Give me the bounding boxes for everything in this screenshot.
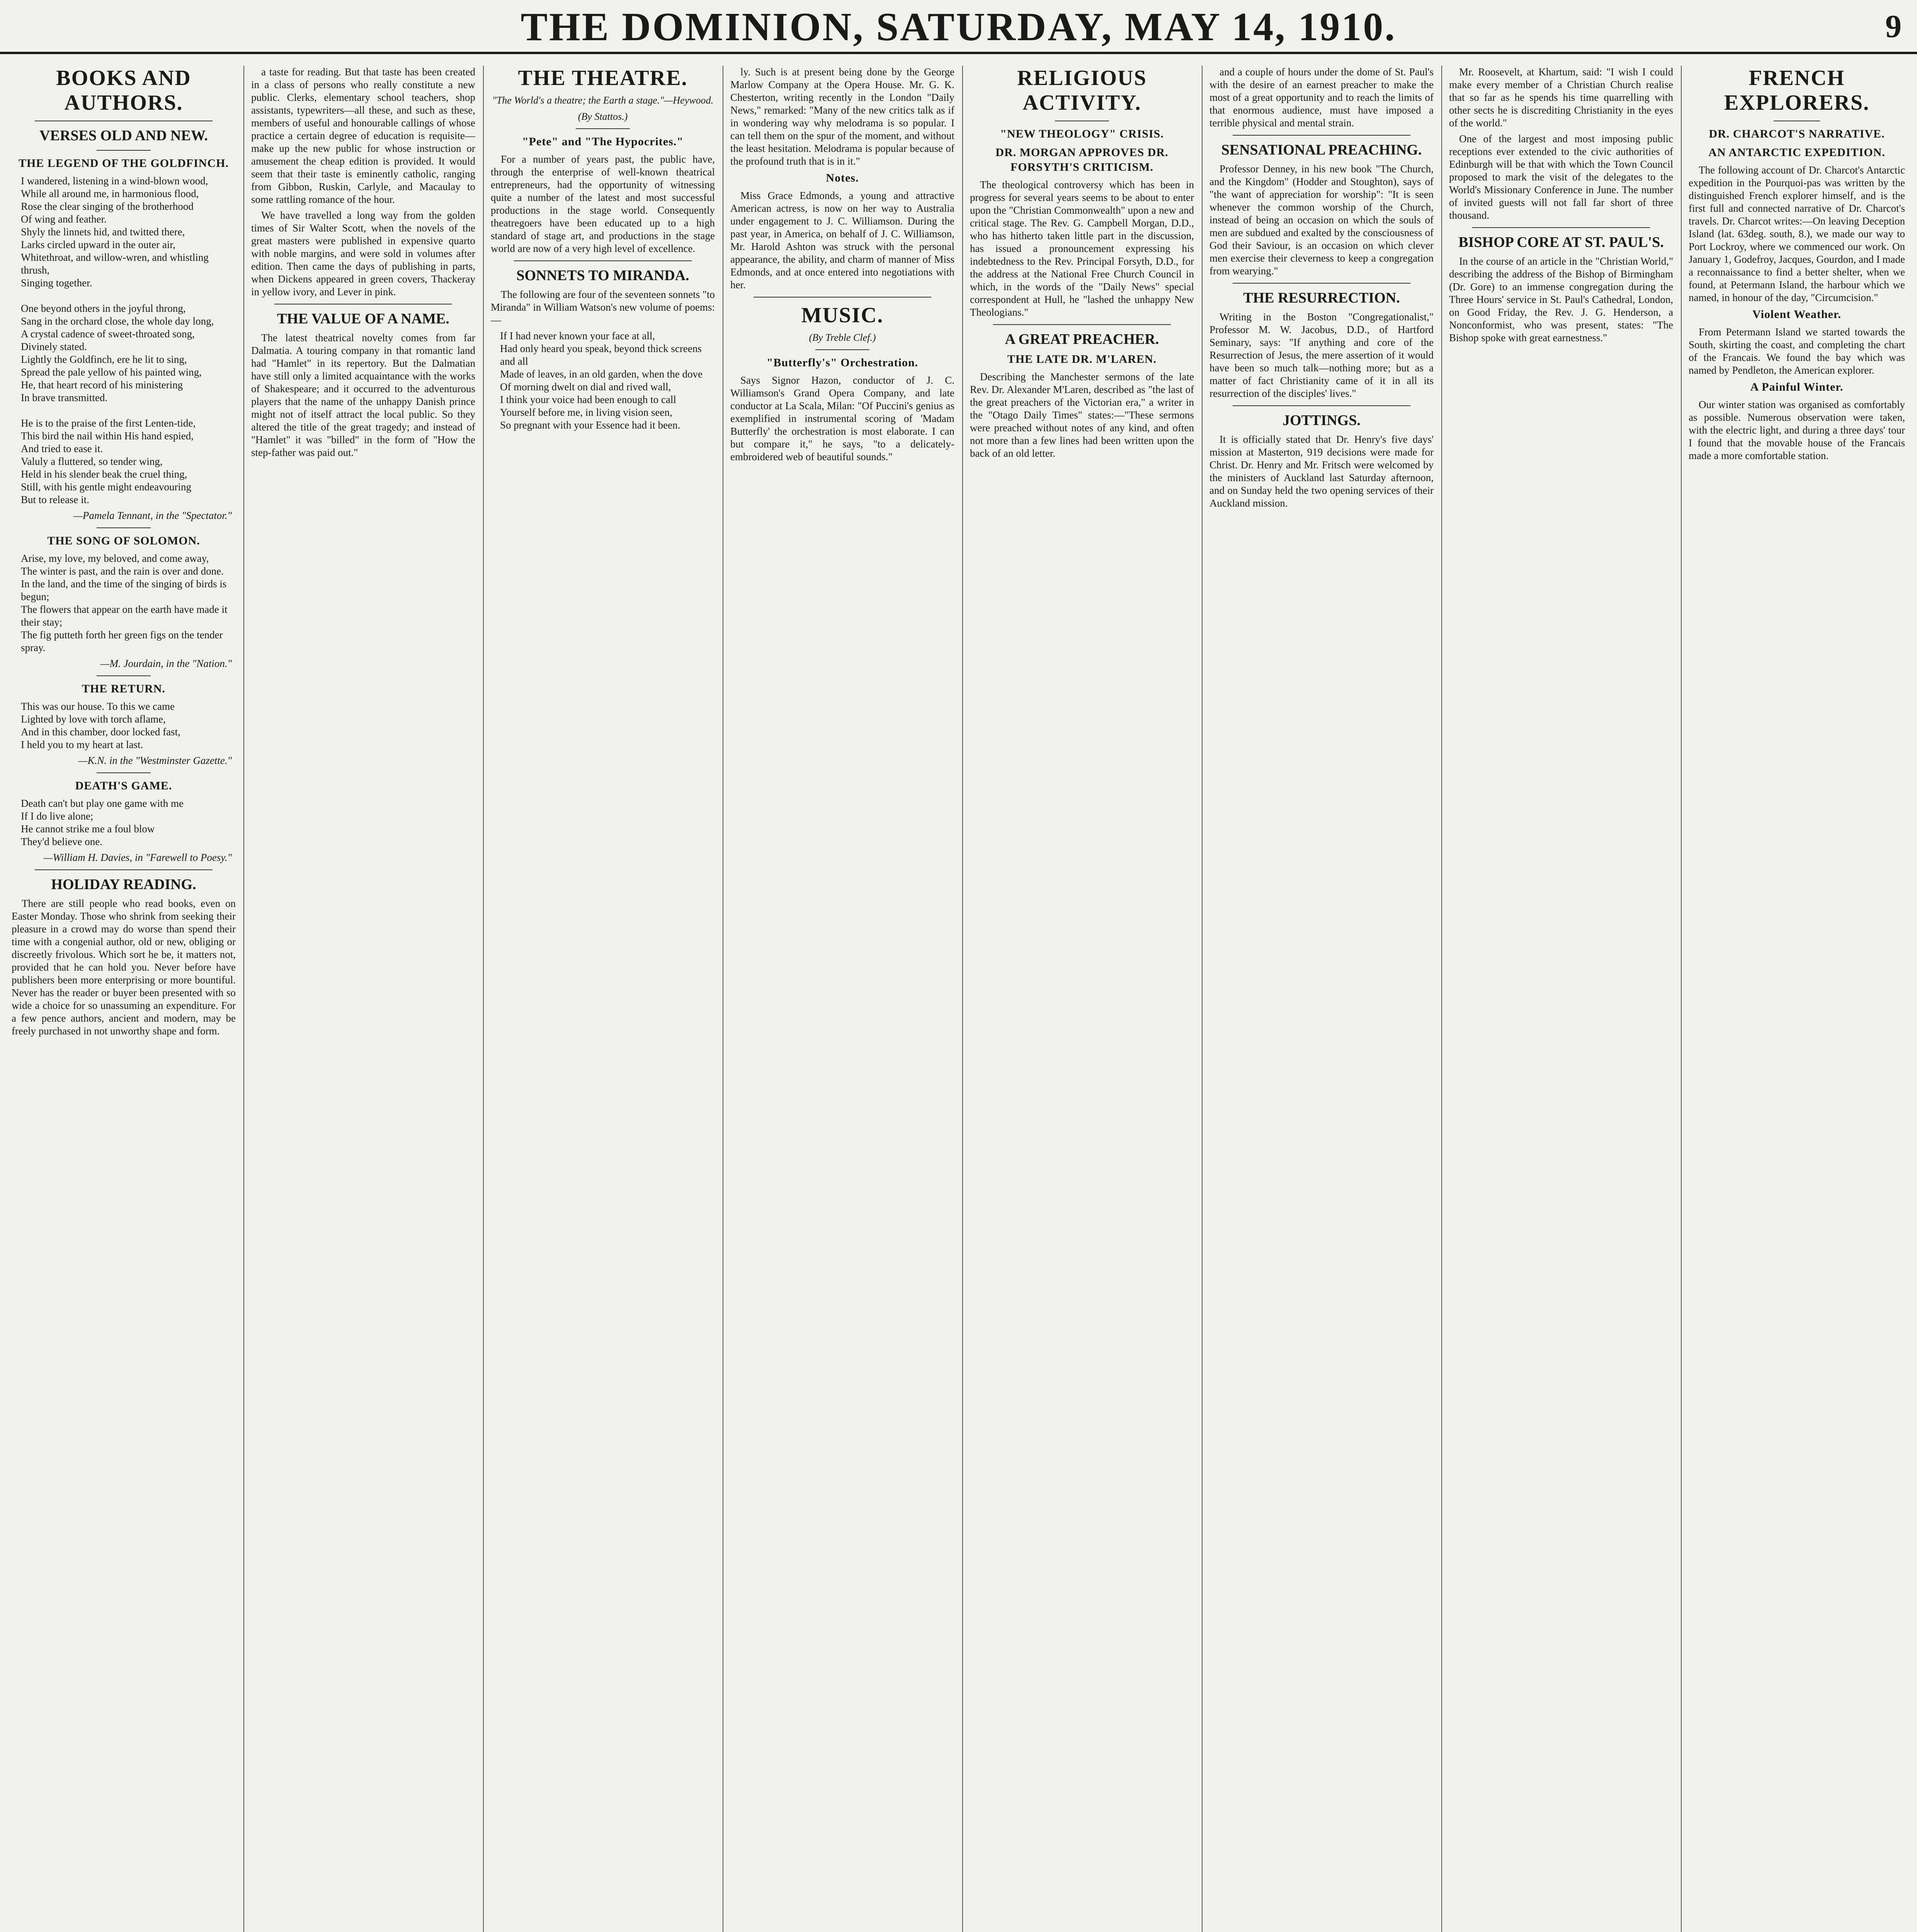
- column-rule: [1441, 66, 1442, 1932]
- jottings-heading: JOTTINGS.: [1283, 412, 1361, 429]
- butterfly-text: Says Signor Hazon, conductor of J. C. Williamson's Grand Opera Company, and late conductor at La Scala, Milan: "Of Puccini's genius as exemplified in instrumental scoring of 'Madam Butterfly' the orchestration is most elaborate. I can but compare it," he says, "to a delicately-embroidered web of beautiful sounds.": [730, 374, 954, 463]
- reading-text-a: a taste for reading. But that taste has been created in a class of persons who really constitute a new public. Clerks, elementary school teachers, shop assistants, typewriters—all these, and such as these, members of useful and honourable callings of whose practice a certain degree of education is requisite—make up the new public for whose instruction or amusement the cheap edition is provided. It would seem that their taste is eminently catholic, ranging from Gibbon, Ruskin, Carlyle, and Macaulay to some rattling romance of the hour.: [251, 66, 475, 205]
- column-rule: [243, 66, 244, 1932]
- divider: [576, 128, 630, 129]
- column-6: [1209, 66, 1434, 1932]
- winter-heading: A Painful Winter.: [1750, 381, 1844, 393]
- pete-heading: "Pete" and "The Hypocrites.": [522, 135, 684, 148]
- goldfinch-attribution: —Pamela Tennant, in the "Spectator.": [73, 510, 232, 521]
- column-rule: [1681, 66, 1682, 1932]
- divider: [35, 869, 213, 870]
- theatre-byline: (By Stattos.): [578, 111, 628, 122]
- roosevelt-text: Mr. Roosevelt, at Khartum, said: "I wish I could make every member of a Christian Church realise that so far as he spends his time quarrelling with other sects he is discrediting Christianity in the eyes of the world.": [1449, 66, 1673, 129]
- section-title-books: BOOKS AND AUTHORS.: [56, 66, 191, 115]
- sonnets-poem: If I had never known your face at all, Had only heard you speak, beyond thick screens and all Made of leaves, in an old garden, when the dove Of morning dwelt on dial and rived wall, I think your voice had been enough to call Yourself before me, in living vision seen, So pregnant with your Essence had it been.: [500, 330, 703, 431]
- divider: [1233, 135, 1410, 136]
- value-of-name-text: The latest theatrical novelty comes from far Dalmatia. A touring company in that romantic land had "Hamlet" in its repertory. But the Dalmatian have still only a limited acquaintance with the works of Shakespeare; and it occurred to the adventurous players that the name of the unhappy Danish prince might not of itself attract the local public. So they altered the title of the great tragedy; and instead of "Hamlet" it was "billed" in the form of "How the step-father was paid out.": [251, 332, 475, 458]
- maclaren-heading: THE LATE DR. M'LAREN.: [1007, 353, 1157, 366]
- sensational-heading: SENSATIONAL PREACHING.: [1221, 142, 1422, 158]
- divider: [1472, 227, 1650, 228]
- column-1: [12, 66, 236, 1932]
- column-rule: [483, 66, 484, 1932]
- masthead: [0, 0, 1917, 54]
- sonnets-intro: The following are four of the seventeen sonnets "to Miranda" in William Watson's new volume of poems:—: [491, 289, 715, 326]
- divider: [97, 675, 151, 676]
- notes-text: Miss Grace Edmonds, a young and attractive American actress, is now on her way to Australia under engagement to J. C. Williamson. During the past year, in America, on behalf of J. C. Williamson, Mr. Harold Ashton was struck with the personal appearance, the ability, and charm of manner of Miss Edmonds, and at once entered into negotiations with her.: [730, 190, 954, 291]
- goldfinch-poem: I wandered, listening in a wind-blown wood, While all around me, in harmonious flood, Rose the clear singing of the brotherhood Of wing and feather. Shyly the linnets hid, and twitted there, Larks circled upward in the outer air, Whitethroat, and willow-wren, and whistling thrush, Singing together. One beyond others in the joyful throng, Sang in the orchard close, the whole day long, A crystal cadence of sweet-throated song, Divinely stated. Lightly the Goldfinch, ere he lit to sing, Spread the pale yellow of his painted wing, He, that heart record of his ministering In brave transmitted. He is to the praise of the first Lenten-tide, This bird the nail within His hand espied, And tried to ease it. Valuly a fluttered, so tender wing, Held in his slender beak the cruel thing, Still, with his gentle might endeavouring But to release it.: [21, 175, 214, 505]
- weather-heading: Violent Weather.: [1752, 308, 1841, 321]
- pete-text: For a number of years past, the public have, through the enterprise of well-known theatrical entrepreneurs, had the opportunity of witnessing quite a number of the latest and most successful productions in the stage world. Consequently theatregoers have been educated up to a high standard of stage art, and productions in the stage world are now of a very high level of excellence.: [491, 153, 715, 254]
- solomon-title: THE SONG OF SOLOMON.: [47, 534, 200, 547]
- value-of-name-title: THE VALUE OF A NAME.: [277, 311, 449, 327]
- new-theology-heading: "NEW THEOLOGY" CRISIS.: [1000, 128, 1164, 140]
- page-number: 9: [1885, 9, 1902, 44]
- jottings-text: It is officially stated that Dr. Henry's five days' mission at Masterton, 919 decisions were made for Christ. Dr. Henry and Mr. Fritsch were welcomed by the ministers of Auckland last Saturday afternoon, and on Sunday held the two opening services of their Auckland mission.: [1209, 434, 1434, 509]
- divider: [754, 297, 931, 298]
- solomon-poem: Arise, my love, my beloved, and come away, The winter is past, and the rain is over and done. In the land, and the time of the singing of birds is begun; The flowers that appear on the earth have made it their stay; The fig putteth forth her green figs on the tender spray.: [21, 553, 228, 653]
- column-rule: [1202, 66, 1203, 1932]
- theatre-title: THE THEATRE.: [518, 66, 688, 90]
- music-title: MUSIC.: [801, 303, 884, 327]
- edinburgh-text: One of the largest and most imposing public receptions ever extended to the civic authorities of Edinburgh will be that with which the Town Council proposed to mark the visit of the delegates to the World's Missionary Conference in June. The number of invited guests will not fall far short of three thousand.: [1449, 133, 1673, 221]
- divider: [1233, 283, 1410, 284]
- column-4: [730, 66, 954, 1932]
- antarctic-text: The following account of Dr. Charcot's Antarctic expedition in the Pourquoi-pas was written by the distinguished French explorer himself, and is the first full and connected narrative of Dr. Charcot's travels. Dr. Charcot writes:—On leaving Deception Island (lat. 63deg. south, 8.), we made our way to Port Lockroy, where we commenced our work. On January 1, Godefroy, Jacques, Gourdon, and I made a reconnaissance to find a better shelter, when we found, at Petermann Island, the harbour which we named, in honour of the day, "Circumcision.": [1689, 164, 1905, 303]
- music-byline: (By Treble Clef.): [809, 332, 876, 343]
- solomon-attribution: —M. Jourdain, in the "Nation.": [100, 658, 232, 669]
- charcot-heading: DR. CHARCOT'S NARRATIVE.: [1709, 128, 1885, 140]
- resurrection-heading: THE RESURRECTION.: [1243, 290, 1400, 306]
- column-8: [1689, 66, 1905, 1932]
- antarctic-heading: AN ANTARCTIC EXPEDITION.: [1708, 146, 1885, 159]
- weather-text: From Petermann Island we started towards the South, skirting the coast, and completing the chart of the Francais. We found the bay which was named by Pendleton, the American explorer.: [1689, 326, 1905, 376]
- holiday-text: There are still people who read books, even on Easter Monday. Those who shrink from seeking their pleasure in a crowd may do worse than spend their time with a congenial author, old or new, obliging or discreetly frivolous. Which sort he be, it matters not, provided that he can hold you. Never before have publishers been more enterprising or more bountiful. Never has the reader or buyer been presented with so wide a choice for so unassuming an expenditure. For a few pence authors, ancient and modern, may be freely purchased in not unworthy shape and form.: [12, 898, 236, 1037]
- winter-text: Our winter station was organised as comfortably as possible. Numerous observation were taken, with the electric light, and during a three days' tour I found that the movable house of the Francais made a more comfortable station.: [1689, 399, 1905, 461]
- bishop-text: In the course of an article in the "Christian World," describing the address of the Bishop of Birmingham (Dr. Gore) to an immense congregation during the Three Hours' service in St. Paul's Cathedral, London, on Good Friday, the Rev. J. G. Henderson, a Nonconformist, who was present, states: "The Bishop spoke with great earnestness.": [1449, 255, 1673, 344]
- verses-heading: VERSES OLD AND NEW.: [39, 128, 208, 144]
- column-2: [251, 66, 475, 1932]
- masthead-title: THE DOMINION, SATURDAY, MAY 14, 1910.: [520, 5, 1397, 49]
- divider: [97, 772, 151, 773]
- divider: [97, 150, 151, 151]
- holiday-title: HOLIDAY READING.: [51, 876, 196, 893]
- column-5: [970, 66, 1194, 1932]
- reading-text-b: We have travelled a long way from the golden times of Sir Walter Scott, when the novels of the great masters were published in expensive quarto with noble margins, and were sold in volumes after edition. Then came the days of publishing in parts, when Dickens appeared in green covers, Thackeray in yellow ivory, and Lever in pink.: [251, 209, 475, 298]
- resurrection-text: Writing in the Boston "Congregationalist," Professor M. W. Jacobus, D.D., of Hartford Seminary, says: "If anything and core of the Resurrection of Jesus, the mere assertion of it would have been so much talk—nothing more; but as a matter of fact Christianity came of it in all its resurrection of the disciples' lives.": [1209, 311, 1434, 399]
- sonnets-title: SONNETS TO MIRANDA.: [516, 267, 689, 284]
- theatre-subtitle: "The World's a theatre; the Earth a stage."—Heywood.: [492, 95, 714, 106]
- column-7: [1449, 66, 1673, 1932]
- religious-title: RELIGIOUS ACTIVITY.: [1017, 66, 1147, 115]
- divider: [993, 324, 1171, 325]
- divider: [1233, 405, 1410, 406]
- return-attribution: —K.N. in the "Westminster Gazette.": [78, 755, 232, 766]
- return-title: THE RETURN.: [82, 682, 166, 695]
- butterfly-heading: "Butterfly's" Orchestration.: [766, 356, 919, 369]
- return-poem: This was our house. To this we came Lighted by love with torch aflame, And in this chamber, door locked fast, I held you to my heart at last.: [21, 701, 180, 750]
- morgan-text: The theological controversy which has been in progress for several years seems to be about to enter upon the "Christian Commonwealth" upon a new and critical stage. The Rev. G. Campbell Morgan, D.D., who has hitherto taken little part in the discussion, has issued a pronouncement expressing his indebtedness to the Rev. Principal Forsyth, D.D., for the address at the National Free Church Council in which, in the words of the "Daily News" special correspondent at Hull, he "lashed the unhappy New Theologians.": [970, 179, 1194, 318]
- great-preacher-heading: A GREAT PREACHER.: [1005, 331, 1159, 347]
- death-attribution: —William H. Davies, in "Farewell to Poesy.": [43, 852, 232, 863]
- divider: [514, 260, 692, 261]
- divider: [815, 349, 869, 350]
- death-title: DEATH'S GAME.: [75, 779, 172, 792]
- column-rule: [962, 66, 963, 1932]
- maclaren-text: Describing the Manchester sermons of the late Rev. Dr. Alexander M'Laren, described as "the last of the great preachers of the Victorian era," a writer in the "Otago Daily Times" states:—"These sermons were preached without notes of any kind, and often not more than a few lines had been written upon the back of an old letter.: [970, 371, 1194, 459]
- sensational-text: Professor Denney, in his new book "The Church, and the Kingdom" (Hodder and Stoughton), says of "the want of appreciation for worship": "It is seen whenever the common worship of the Church, instead of being an occasion on which the souls of men are subdued and exalted by the consciousness of God their Saviour, is an occasion on which clever men exercise their cleverness to keep a congregation from wearying.": [1209, 163, 1434, 277]
- morgan-heading: DR. MORGAN APPROVES DR. FORSYTH'S CRITICISM.: [995, 146, 1169, 173]
- notes-heading: Notes.: [826, 172, 859, 184]
- st-pauls-text: and a couple of hours under the dome of St. Paul's with the desire of an earnest preacher to make the most of a great opportunity and to reach the limits of that enormous audience, must have imposed a terrible physical and mental strain.: [1209, 66, 1434, 129]
- death-poem: Death can't but play one game with me If I do live alone; He cannot strike me a foul blow They'd believe one.: [21, 798, 184, 847]
- column-3: [491, 66, 715, 1932]
- french-explorers-title: FRENCH EXPLORERS.: [1724, 66, 1870, 115]
- melodrama-text: ly. Such is at present being done by the George Marlow Company at the Opera House. Mr. G. K. Chesterton, writing recently in the London "Daily News," remarked: "Many of the new critics talk as if in wondering way why melodrama is so popular. I can tell them on the spur of the moment, and without the least hesitation. Melodrama is popular because of the profound truth that is in it.": [730, 66, 954, 167]
- bishop-heading: BISHOP CORE AT ST. PAUL'S.: [1458, 234, 1664, 250]
- divider: [97, 527, 151, 528]
- goldfinch-title: THE LEGEND OF THE GOLDFINCH.: [19, 157, 229, 170]
